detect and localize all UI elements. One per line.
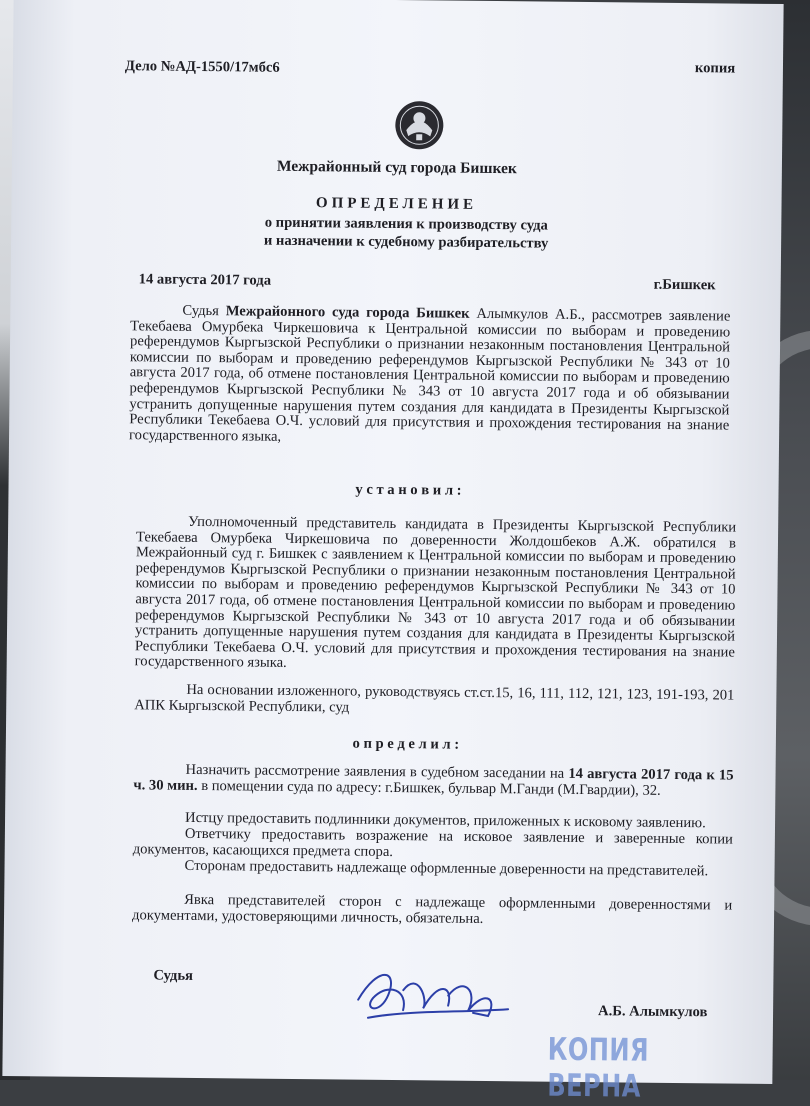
defendant-instruction: Ответчику предоставить возражение на исковое заявление и заверенные копии документов, касающихся предмета спора.: [132, 825, 733, 860]
intro-lead: Судья: [182, 302, 226, 320]
plaintiff-instruction: Истцу предоставить подлинники документов, приложенных к исковому заявлению.: [184, 809, 706, 832]
established-paragraph-1: [135, 514, 737, 676]
title-line-2: и назначении к судебному разбирательству: [263, 232, 549, 252]
document-title: ОПРЕДЕЛЕНИЕ: [315, 195, 478, 213]
judge-label: Судья: [153, 967, 194, 984]
document-page: [2, 0, 783, 1105]
state-emblem-icon: [394, 100, 445, 151]
hearing-datetime: 14 августа 2017 года к 15 ч. 30 мин.: [133, 765, 734, 794]
copy-mark: копия: [694, 60, 736, 77]
determined-paragraph-5: [132, 892, 732, 929]
established-paragraph-2: [134, 682, 734, 719]
section-determined-heading: о п р е д е л и л :: [352, 735, 460, 753]
established-basis-text: На основании изложенного, руководствуясь ст.ст.15, 16, 111, 112, 121, 123, 191-193, 201 АПК Кыргызской Республики, суд: [134, 681, 735, 716]
parties-instruction: Сторонам предоставить надлежаще оформленные доверенности на представителей.: [184, 857, 709, 880]
document-city: г.Бишкек: [653, 276, 716, 294]
section-established-heading: у с т а н о в и л :: [355, 481, 462, 499]
hearing-text: Назначить рассмотрение заявления в судебном заседании на: [185, 761, 569, 782]
document-date: 14 августа 2017 года: [138, 271, 272, 289]
copy-true-stamp: КОПИЯ ВЕРНА: [547, 1031, 650, 1105]
judge-name: А.Б. Алымкулов: [597, 1003, 708, 1021]
intro-text: Алымкулов А.Б., рассмотрев заявление Текебаева Омурбека Чиркешовича к Центральной комиссии по выборам и проведению референдумов Кыргызской Республики о признании незаконным постановления Центральной комиссии по выборам и проведению референдумов Кыргызской Республики № 343 от 10 августа 2017 года, об отмене постановления Центральной комиссии по выборам и проведению референдумов Кыргызской Республики № 343 от 10 августа 2017 года и об обязывании устранить допущенные нарушения путем создания для кандидата в Президенты Кыргызской Республики Текебаева О.Ч. условий для присутствия и прохождения тестирования на знание государственного языка,: [129, 305, 731, 445]
established-text: Уполномоченный представитель кандидата в Президенты Кыргызской Республики Текебаева Омурбека Чиркешовича по доверенности Жолдошбеков А.Ж. обратился в Межрайонный суд г. Бишкек с заявлением к Центральной комиссии по выборам и проведению референдумов Кыргызской Республики о признании незаконным постановления Центральной комиссии по выборам и проведению референдумов Кыргызской Республики № 343 от 10 августа 2017 года, об отмене постановления Центральной комиссии по выборам и проведению референдумов Кыргызской Республики № 343 от 10 августа 2017 года и об обязывании устранить допущенные нарушения путем создания для кандидата в Президенты Кыргызской Республики Текебаева О.Ч. условий для присутствия и прохождения тестирования на знание государственного языка.: [134, 513, 737, 672]
court-name: Межрайонный суд города Бишкек: [276, 157, 517, 178]
intro-court-name: Межрайонного суда города Бишкек: [225, 303, 470, 322]
determined-paragraph-1: [133, 762, 733, 799]
title-line-1: о принятии заявления к производству суда: [264, 214, 548, 234]
attendance-instruction: Явка представителей сторон с надлежаще оформленными доверенностями и документами, удостоверяющими личность, обязательна.: [131, 891, 733, 927]
hearing-address: в помещении суда по адресу: г.Бишкек, бульвар М.Ганди (М.Гвардии), 32.: [197, 777, 661, 799]
case-number: Дело №АД-1550/17мбс6: [124, 58, 280, 76]
intro-paragraph: [129, 303, 730, 450]
judge-signature-icon: [348, 960, 519, 1032]
